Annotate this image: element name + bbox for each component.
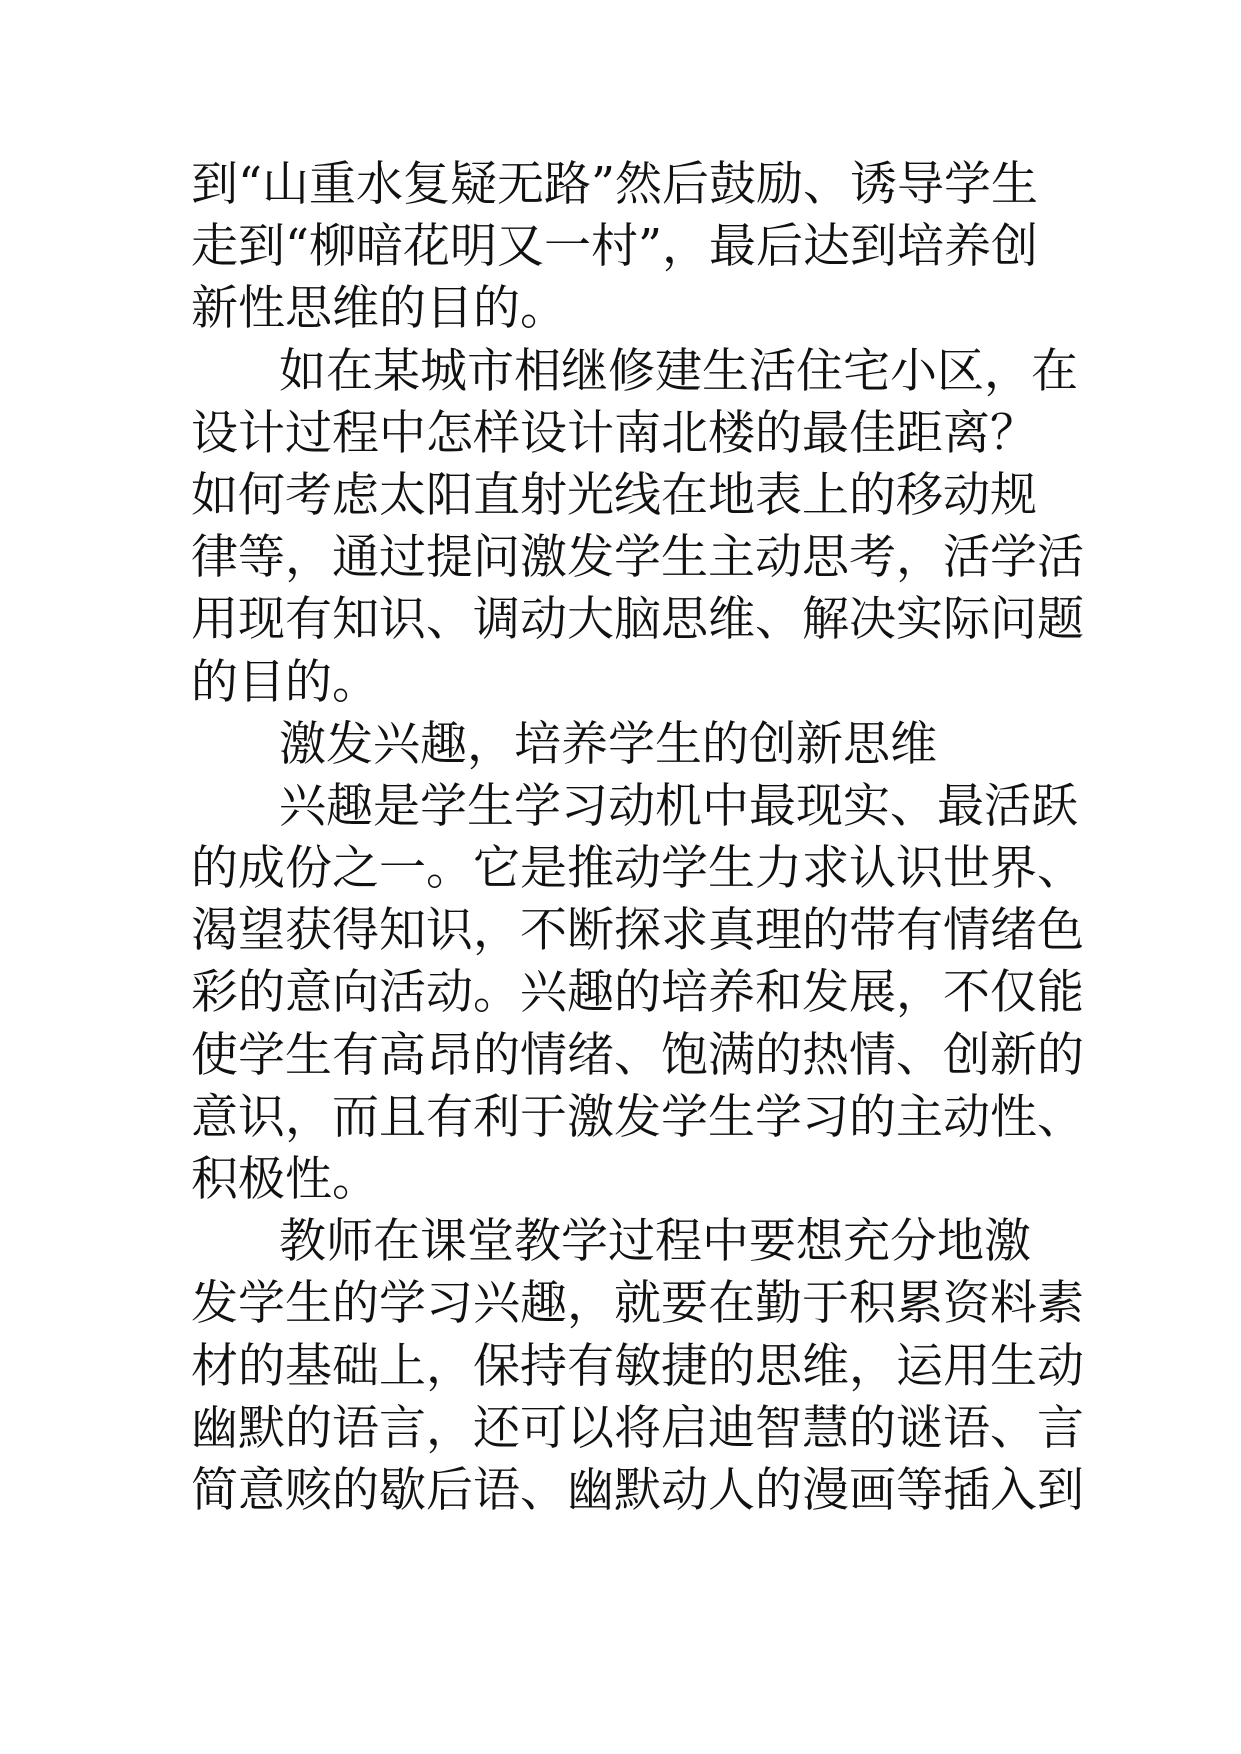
text-line: 设计过程中怎样设计南北楼的最佳距离？ <box>191 405 1037 461</box>
text-line: 的目的。 <box>191 654 379 710</box>
text-line: 教师在课堂教学过程中要想充分地激 <box>279 1214 1031 1270</box>
text-line: 如何考虑太阳直射光线在地表上的移动规 <box>191 467 1037 523</box>
text-line: 律等，通过提问激发学生主动思考，活学活 <box>191 530 1084 586</box>
text-line: 用现有知识、调动大脑思维、解决实际问题 <box>191 592 1084 648</box>
text-line: 简意赅的歇后语、幽默动人的漫画等插入到 <box>191 1462 1084 1518</box>
text-line: 使学生有高昂的情绪、饱满的热情、创新的 <box>191 1027 1084 1083</box>
text-line: 的成份之一。它是推动学生力求认识世界、 <box>191 841 1084 897</box>
text-line: 走到“柳暗花明又一村”，最后达到培养创 <box>191 219 1039 275</box>
text-line: 材的基础上，保持有敏捷的思维，运用生动 <box>191 1338 1084 1394</box>
text-line: 兴趣是学生学习动机中最现实、最活跃 <box>279 778 1078 834</box>
text-line: 发学生的学习兴趣，就要在勤于积累资料素 <box>191 1276 1084 1332</box>
text-line: 彩的意向活动。兴趣的培养和发展，不仅能 <box>191 965 1084 1021</box>
text-line: 渴望获得知识，不断探求真理的带有情绪色 <box>191 903 1084 959</box>
text-line: 意识，而且有利于激发学生学习的主动性、 <box>191 1089 1084 1145</box>
text-line: 幽默的语言，还可以将启迪智慧的谜语、言 <box>191 1400 1084 1456</box>
text-line: 如在某城市相继修建生活住宅小区，在 <box>279 343 1078 399</box>
text-line: 激发兴趣，培养学生的创新思维 <box>279 716 937 772</box>
text-line: 新性思维的目的。 <box>191 281 567 337</box>
text-line: 积极性。 <box>191 1152 379 1207</box>
text-line: 到“山重水复疑无路”然后鼓励、诱导学生 <box>191 157 1039 212</box>
body-text <box>191 154 1091 1522</box>
